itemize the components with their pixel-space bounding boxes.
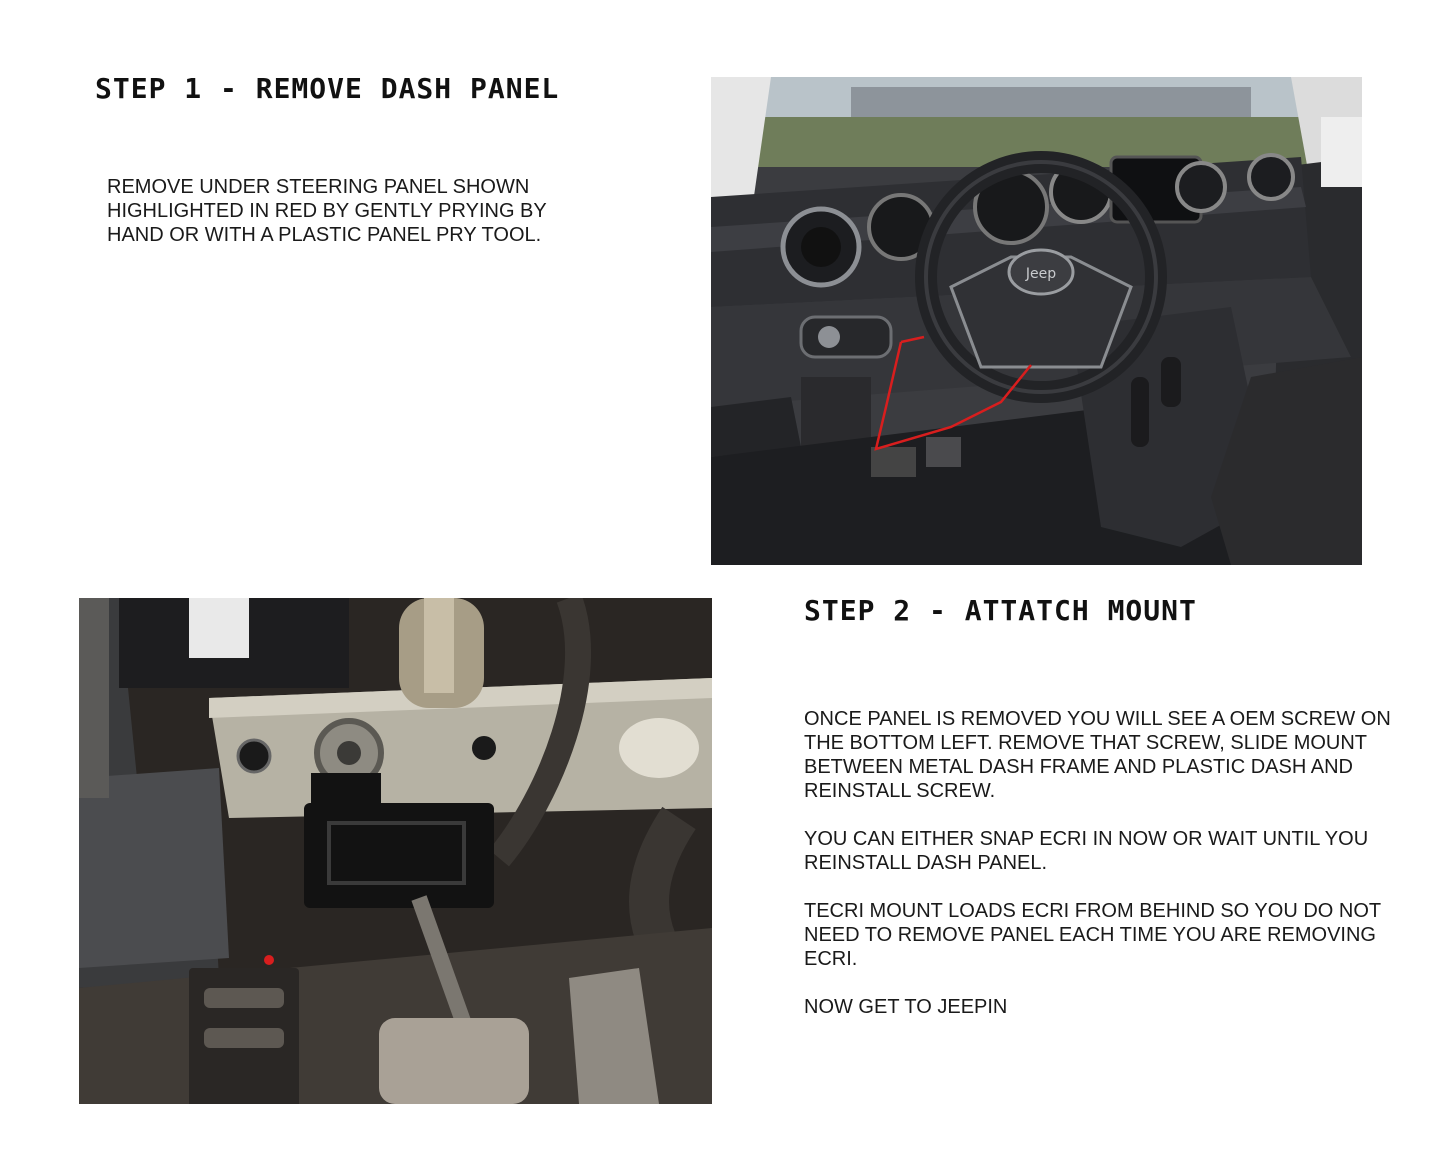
- dash-panel-photo: [711, 77, 1362, 565]
- step2-paragraph: TECRI MOUNT LOADS ECRI FROM BEHIND SO YOU DO NOT NEED TO REMOVE PANEL EACH TIME YOU ARE REMOVING ECRI.: [804, 900, 1381, 970]
- step2-paragraph: NOW GET TO JEEPIN: [804, 996, 1008, 1018]
- step2-paragraph: YOU CAN EITHER SNAP ECRI IN NOW OR WAIT UNTIL YOU REINSTALL DASH PANEL.: [804, 828, 1369, 874]
- mount-install-photo: [79, 598, 712, 1104]
- step1-title: STEP 1 - REMOVE DASH PANEL: [95, 72, 560, 105]
- step1-instructions: REMOVE UNDER STEERING PANEL SHOWN HIGHLIGHTED IN RED BY GENTLY PRYING BY HAND OR WITH A PLASTIC PANEL PRY TOOL.: [107, 176, 547, 246]
- step2-paragraph: ONCE PANEL IS REMOVED YOU WILL SEE A OEM SCREW ON THE BOTTOM LEFT. REMOVE THAT SCREW, SLIDE MOUNT BETWEEN METAL DASH FRAME AND PLASTIC DASH AND REINSTALL SCREW.: [804, 708, 1391, 802]
- steering-logo: Jeep: [1025, 266, 1057, 282]
- step2-title: STEP 2 - ATTATCH MOUNT: [804, 594, 1197, 627]
